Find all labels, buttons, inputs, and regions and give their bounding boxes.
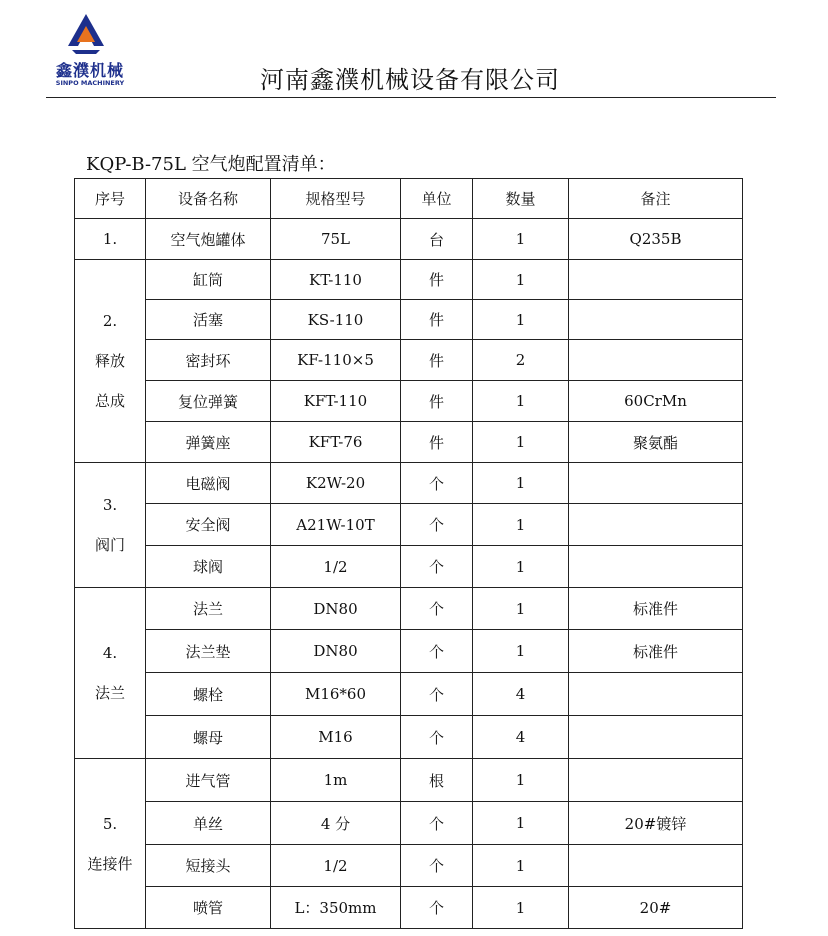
cell-unit: 个 — [401, 546, 473, 588]
cell-qty: 1 — [473, 260, 569, 300]
table-header-row — [75, 179, 743, 219]
cell-unit: 个 — [401, 716, 473, 759]
cell-item: 安全阀 — [146, 504, 271, 546]
cell-qty: 1 — [473, 630, 569, 673]
cell-note: 60CrMn — [569, 381, 743, 422]
cell-unit: 个 — [401, 887, 473, 929]
cell-item: 短接头 — [146, 845, 271, 887]
table-row — [75, 673, 743, 716]
cell-spec: M16*60 — [271, 673, 401, 716]
cell-note — [569, 546, 743, 588]
cell-item: 球阀 — [146, 546, 271, 588]
cell-item: 螺栓 — [146, 673, 271, 716]
cell-spec: KFT-76 — [271, 422, 401, 463]
cell-unit: 个 — [401, 504, 473, 546]
table-row — [75, 546, 743, 588]
cell-spec: L：350mm — [271, 887, 401, 929]
cell-item: 复位弹簧 — [146, 381, 271, 422]
table-row — [75, 260, 743, 300]
header-divider — [46, 97, 776, 98]
cell-item: 密封环 — [146, 340, 271, 381]
cell-qty: 1 — [473, 463, 569, 504]
group-cell — [75, 759, 146, 929]
table-row — [75, 340, 743, 381]
cell-item: 缸筒 — [146, 260, 271, 300]
cell-note — [569, 260, 743, 300]
header-cell-note: 备注 — [569, 179, 743, 219]
table-row — [75, 845, 743, 887]
cell-note: Q235B — [569, 219, 743, 260]
cell-unit: 件 — [401, 300, 473, 340]
cell-note: 聚氨酯 — [569, 422, 743, 463]
cell-note — [569, 673, 743, 716]
cell-note — [569, 300, 743, 340]
cell-spec: DN80 — [271, 588, 401, 630]
group-cell — [75, 588, 146, 759]
cell-item: 单丝 — [146, 802, 271, 845]
configuration-table-body — [75, 179, 743, 929]
cell-note: 标准件 — [569, 630, 743, 673]
cell-qty: 1 — [473, 381, 569, 422]
cell-qty: 1 — [473, 422, 569, 463]
cell-qty: 4 — [473, 673, 569, 716]
cell-item: 空气炮罐体 — [146, 219, 271, 260]
cell-unit: 台 — [401, 219, 473, 260]
cell-qty: 1 — [473, 802, 569, 845]
cell-item: 法兰 — [146, 588, 271, 630]
cell-note — [569, 504, 743, 546]
group-number: 2. — [102, 312, 118, 330]
cell-item: 螺母 — [146, 716, 271, 759]
cell-note — [569, 340, 743, 381]
cell-spec: 75L — [271, 219, 401, 260]
cell-unit: 个 — [401, 845, 473, 887]
cell-qty: 1 — [473, 845, 569, 887]
cell-spec: KFT-110 — [271, 381, 401, 422]
cell-qty: 1 — [473, 504, 569, 546]
group-name: 释放 总成 — [94, 352, 125, 410]
cell-unit: 个 — [401, 802, 473, 845]
cell-unit: 个 — [401, 463, 473, 504]
cell-qty: 2 — [473, 340, 569, 381]
cell-spec: KT-110 — [271, 260, 401, 300]
cell-note — [569, 845, 743, 887]
cell-note: 标准件 — [569, 588, 743, 630]
cell-spec: 1/2 — [271, 546, 401, 588]
group-number: 4. — [102, 644, 118, 662]
header-cell-name: 设备名称 — [146, 179, 271, 219]
cell-qty: 1 — [473, 300, 569, 340]
cell-qty: 1 — [473, 759, 569, 802]
header-cell-unit: 单位 — [401, 179, 473, 219]
company-logo — [44, 8, 128, 88]
table-row — [75, 422, 743, 463]
cell-spec: M16 — [271, 716, 401, 759]
table-row — [75, 504, 743, 546]
cell-unit: 个 — [401, 588, 473, 630]
logo-chinese-text: 鑫濮机械 — [55, 61, 124, 80]
cell-note — [569, 716, 743, 759]
cell-spec: A21W-10T — [271, 504, 401, 546]
cell-spec: 4 分 — [271, 802, 401, 845]
table-row — [75, 463, 743, 504]
cell-item: 喷管 — [146, 887, 271, 929]
group-cell — [75, 219, 146, 260]
company-name: 河南鑫濮机械设备有限公司 — [260, 66, 560, 94]
cell-item: 进气管 — [146, 759, 271, 802]
group-cell — [75, 463, 146, 588]
cell-unit: 件 — [401, 422, 473, 463]
group-number: 5. — [102, 814, 118, 833]
table-row — [75, 887, 743, 929]
cell-item: 法兰垫 — [146, 630, 271, 673]
cell-unit: 件 — [401, 381, 473, 422]
cell-note: 20#镀锌 — [569, 802, 743, 845]
table-row — [75, 300, 743, 340]
table-row — [75, 802, 743, 845]
cell-unit: 个 — [401, 673, 473, 716]
cell-spec: DN80 — [271, 630, 401, 673]
logo-mark-icon — [64, 12, 108, 54]
cell-note — [569, 759, 743, 802]
group-number: 1. — [102, 230, 118, 248]
cell-unit: 件 — [401, 340, 473, 381]
configuration-table — [74, 178, 743, 929]
group-name: 连接件 — [87, 854, 133, 873]
cell-qty: 4 — [473, 716, 569, 759]
cell-qty: 1 — [473, 887, 569, 929]
cell-qty: 1 — [473, 546, 569, 588]
cell-spec: K2W-20 — [271, 463, 401, 504]
cell-spec: KS-110 — [271, 300, 401, 340]
cell-unit: 根 — [401, 759, 473, 802]
group-cell — [75, 260, 146, 463]
group-number: 3. — [102, 496, 118, 514]
cell-spec: 1/2 — [271, 845, 401, 887]
group-name: 阀门 — [94, 536, 125, 554]
cell-unit: 个 — [401, 630, 473, 673]
table-row — [75, 219, 743, 260]
header-cell-qty: 数量 — [473, 179, 569, 219]
logo-english-text: SINPO MACHINERY — [55, 79, 125, 87]
table-row — [75, 381, 743, 422]
table-row — [75, 630, 743, 673]
cell-unit: 件 — [401, 260, 473, 300]
table-row — [75, 716, 743, 759]
cell-note: 20# — [569, 887, 743, 929]
header-cell-spec: 规格型号 — [271, 179, 401, 219]
table-row — [75, 759, 743, 802]
cell-item: 电磁阀 — [146, 463, 271, 504]
cell-qty: 1 — [473, 588, 569, 630]
cell-spec: KF-110×5 — [271, 340, 401, 381]
cell-item: 活塞 — [146, 300, 271, 340]
document-title: KQP-B-75L 空气炮配置清单： — [86, 154, 336, 175]
cell-qty: 1 — [473, 219, 569, 260]
cell-item: 弹簧座 — [146, 422, 271, 463]
cell-spec: 1m — [271, 759, 401, 802]
cell-note — [569, 463, 743, 504]
table-row — [75, 588, 743, 630]
group-name: 法兰 — [94, 684, 125, 702]
header-cell-index: 序号 — [75, 179, 146, 219]
